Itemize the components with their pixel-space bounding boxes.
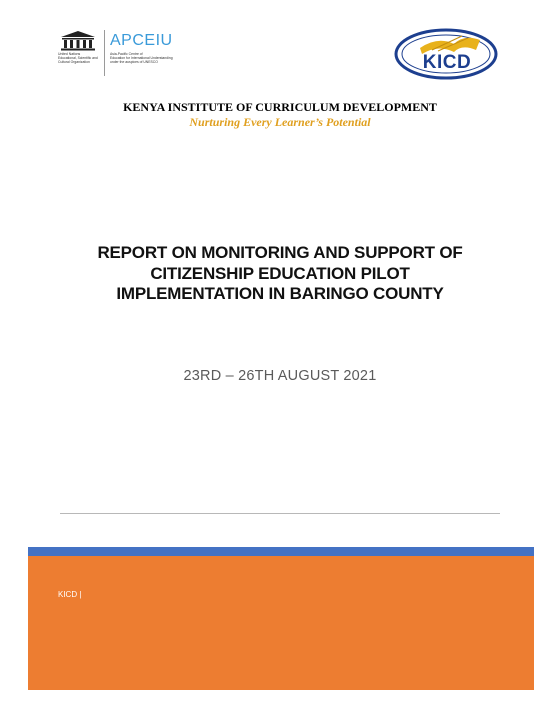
unesco-caption-line: United Nations xyxy=(58,52,81,56)
report-title-line: REPORT ON MONITORING AND SUPPORT OF xyxy=(97,243,463,262)
logo-divider xyxy=(104,30,105,76)
unesco-caption-line: Educational, Scientific and xyxy=(58,56,98,60)
unesco-logo xyxy=(58,30,98,76)
institution-name: KENYA INSTITUTE OF CURRICULUM DEVELOPMENT xyxy=(123,100,437,114)
report-title xyxy=(40,243,520,305)
report-date: 23RD – 26TH AUGUST 2021 xyxy=(183,368,377,384)
footer-label: KICD | xyxy=(58,590,82,599)
footer-blue-band xyxy=(28,547,534,556)
kicd-wordmark: KICD xyxy=(422,52,472,73)
horizontal-divider xyxy=(60,513,500,514)
unesco-caption-line: Cultural Organization xyxy=(58,60,90,64)
apceiu-wordmark: APCEIU xyxy=(110,32,173,49)
apceiu-caption-line: under the auspices of UNESCO xyxy=(110,60,158,64)
apceiu-caption xyxy=(110,52,182,64)
apceiu-logo xyxy=(110,30,182,76)
unesco-temple-icon xyxy=(58,30,98,52)
apceiu-caption-line: Education for International Understanding xyxy=(110,56,173,60)
institution-motto: Nurturing Every Learner’s Potential xyxy=(189,115,371,129)
unesco-caption xyxy=(58,52,98,64)
kicd-logo xyxy=(392,24,500,80)
footer-orange-block xyxy=(28,556,534,690)
apceiu-caption-line: Asia-Pacific Centre of xyxy=(110,52,143,56)
report-title-line: CITIZENSHIP EDUCATION PILOT xyxy=(150,263,410,283)
report-title-line: IMPLEMENTATION IN BARINGO COUNTY xyxy=(116,284,444,303)
